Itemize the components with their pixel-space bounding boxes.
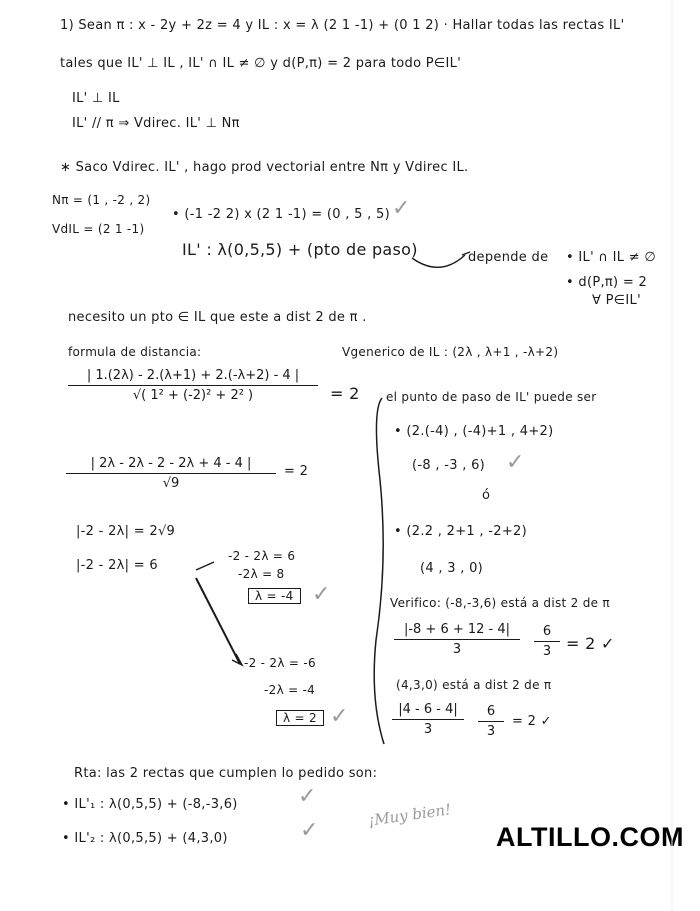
- watermark-logo: ALTILLO.COM: [496, 822, 684, 852]
- case2-result: λ = 2: [276, 711, 324, 725]
- fraction-numerator: |4 - 6 - 4|: [398, 702, 458, 717]
- case-arrow-stroke: [196, 562, 214, 570]
- case1-simplified: -2λ = 8: [238, 567, 285, 581]
- answer-line-1: • IL'₁ : λ(0,5,5) + (-8,-3,6): [62, 797, 238, 812]
- check-mark: ✓: [312, 582, 331, 607]
- verify-point1: Verifico: (-8,-3,6) está a dist 2 de π: [390, 596, 610, 610]
- bullet-perpendicular: IL' ⊥ IL: [72, 91, 120, 106]
- cross-product: • (-1 -2 2) x (2 1 -1) = (0 , 5 , 5): [172, 207, 390, 222]
- underbrace-stroke: [412, 255, 465, 267]
- direction-vector: VdIL = (2 1 -1): [52, 222, 145, 236]
- equals-2-a: = 2: [330, 384, 360, 403]
- step1-title: ∗ Saco Vdirec. IL' , hago prod vectorial entre Nπ y Vdirec IL.: [60, 160, 469, 175]
- case2-eq: -2 - 2λ = -6: [244, 656, 316, 670]
- problem-line-2: tales que IL' ⊥ IL , IL' ∩ IL ≠ ∅ y d(P,π) = 2 para todo P∈IL': [60, 56, 462, 71]
- point1-calc: • (2.(-4) , (-4)+1 , 4+2): [394, 424, 554, 439]
- fraction-numerator: 6: [542, 624, 552, 639]
- formula-title: formula de distancia:: [68, 345, 202, 359]
- point2: (4 , 3 , 0): [420, 561, 484, 576]
- fraction-denominator: 3: [423, 722, 433, 737]
- fraction-denominator: 3: [452, 642, 462, 657]
- check-mark: ✓: [300, 818, 319, 843]
- teacher-note: ¡Muy bien!: [367, 800, 453, 830]
- answer-title: Rta: las 2 rectas que cumplen lo pedido son:: [74, 766, 378, 781]
- fraction-numerator: | 2λ - 2λ - 2 - 2λ + 4 - 4 |: [90, 456, 252, 471]
- necesito-text: necesito un pto ∈ IL que este a dist 2 de π .: [68, 310, 367, 325]
- case1-eq: -2 - 2λ = 6: [228, 549, 296, 563]
- fraction-numerator: | 1.(2λ) - 2.(λ+1) + 2.(-λ+2) - 4 |: [86, 368, 300, 383]
- depende-label: depende de: [468, 250, 549, 265]
- verify-result-2: = 2 ✓: [512, 714, 552, 729]
- point1: (-8 , -3 , 6): [412, 458, 486, 473]
- case2-simplified: -2λ = -4: [264, 683, 316, 697]
- equals-2-b: = 2: [284, 464, 309, 479]
- fraction-numerator: 6: [486, 704, 496, 719]
- check-mark: ✓: [330, 704, 349, 729]
- case1-result: λ = -4: [248, 589, 301, 603]
- punto-de-paso-text: el punto de paso de IL' puede ser: [386, 390, 597, 404]
- or-text: ó: [482, 488, 491, 503]
- normal-vector: Nπ = (1 , -2 , 2): [52, 193, 151, 207]
- verify-point2: (4,3,0) está a dist 2 de π: [396, 678, 552, 692]
- fraction-numerator: |-8 + 6 + 12 - 4|: [403, 622, 511, 637]
- fraction-denominator: 3: [542, 644, 552, 659]
- problem-line-1: 1) Sean π : x - 2y + 2z = 4 y IL : x = λ (2 1 -1) + (0 1 2) · Hallar todas las rectas IL': [60, 18, 625, 33]
- verify-result-1: = 2 ✓: [566, 634, 615, 653]
- check-mark: ✓: [392, 196, 411, 221]
- check-mark: ✓: [298, 784, 317, 809]
- condition-distance: • d(P,π) = 2: [566, 275, 648, 290]
- answer-line-2: • IL'₂ : λ(0,5,5) + (4,3,0): [62, 831, 228, 846]
- condition-intersection: • IL' ∩ IL ≠ ∅: [566, 250, 656, 265]
- abs-equation-1: |-2 - 2λ| = 2√9: [76, 524, 176, 539]
- fraction-denominator: √9: [162, 476, 180, 491]
- abs-equation-2: |-2 - 2λ| = 6: [76, 558, 158, 573]
- point2-calc: • (2.2 , 2+1 , -2+2): [394, 524, 527, 539]
- condition-forall: ∀ P∈IL': [592, 293, 641, 308]
- fraction-denominator: 3: [486, 724, 496, 739]
- fraction-denominator: √( 1² + (-2)² + 2² ): [132, 388, 254, 403]
- bullet-parallel: IL' // π ⇒ Vdirec. IL' ⊥ Nπ: [72, 116, 240, 131]
- brace-stroke: [374, 398, 384, 744]
- generic-vector: Vgenerico de IL : (2λ , λ+1 , -λ+2): [342, 345, 559, 359]
- arrow-stroke: [462, 252, 470, 255]
- line-parametric: IL' : λ(0,5,5) + (pto de paso): [182, 240, 418, 259]
- check-mark: ✓: [506, 450, 525, 475]
- case-arrow-stroke: [196, 578, 240, 664]
